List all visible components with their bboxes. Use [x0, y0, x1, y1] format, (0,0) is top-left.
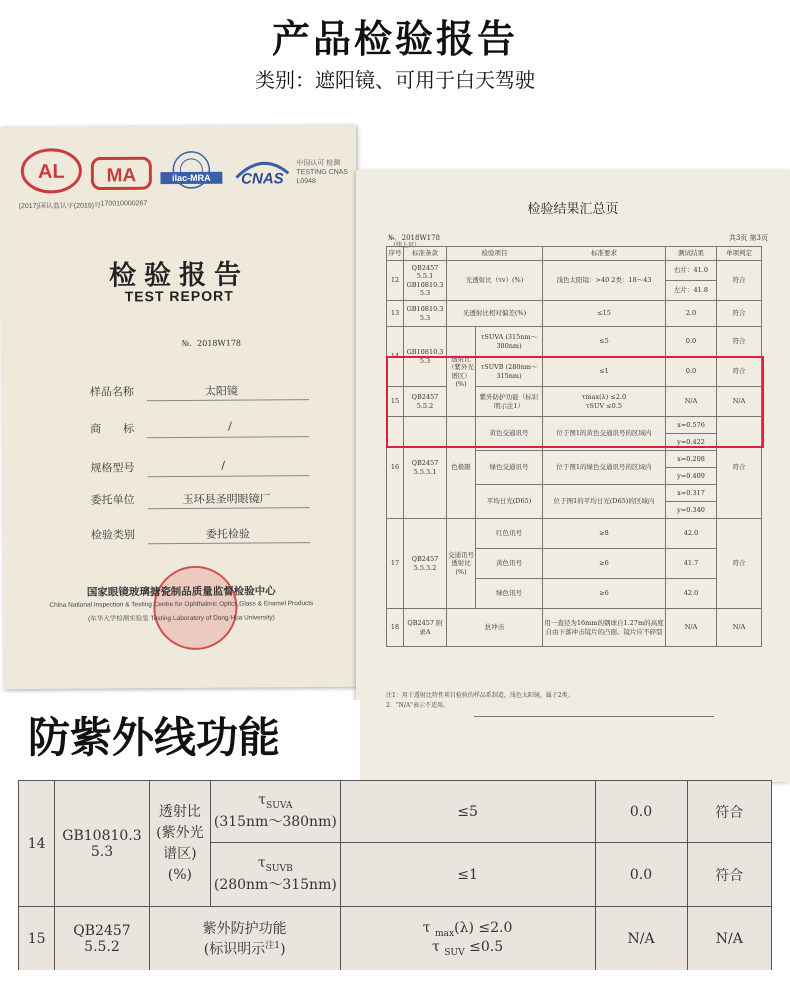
svg-text:CNAS: CNAS: [241, 170, 284, 188]
cell-group: 透射比（紫外光谱区）(%): [447, 327, 476, 417]
field-value: 太阳镜: [204, 384, 238, 398]
cell-clause: QB2457 5.5.3.2: [404, 519, 447, 609]
group-line: (%): [167, 866, 192, 883]
cma-number: 170010000267: [100, 200, 148, 208]
cell-result: 0.0: [666, 357, 717, 387]
field-label: 检验类别: [90, 528, 135, 542]
tau-symbol: τ: [432, 938, 440, 955]
clause-line: 5.3: [90, 843, 114, 860]
cell-clause: [55, 781, 149, 907]
field-value: /: [228, 419, 232, 433]
clause-line: 5.5.2: [84, 938, 120, 955]
report-title-cn: 检验报告: [108, 259, 250, 292]
summary-page: [356, 170, 790, 782]
cnas-accreditation-text: 中国认可 检测 TESTING CNAS L0948: [296, 159, 349, 186]
tau-subscript: max: [434, 928, 455, 939]
cell-no: 14: [387, 327, 404, 387]
cell-result: x=0.317: [666, 485, 717, 502]
cell-no: 14: [19, 781, 55, 907]
tau-symbol: τ: [422, 919, 431, 936]
table-row: [387, 301, 762, 327]
summary-page-info: 共3页 第3页: [728, 234, 768, 242]
table-row: [387, 609, 762, 647]
cell-requirement: 位于图1的黄色交通讯号的区域内: [543, 417, 666, 451]
header-cell: 测试结果: [666, 247, 717, 261]
cell-judgement: N/A: [687, 907, 771, 971]
cell-judgement: 符合: [717, 261, 762, 301]
cell-item: τSUVB (280nm～315nm): [476, 357, 543, 387]
cell-result: 2.0: [666, 301, 717, 327]
cell-item: 红色讯号: [476, 519, 543, 549]
cell-judgement: 符合: [687, 843, 771, 907]
header-cell: 标准要求: [543, 247, 666, 261]
cell-requirement: [340, 907, 595, 971]
cell-result: 0.0: [595, 843, 687, 907]
summary-report-number: №．2018W178: [388, 234, 440, 242]
cell-clause: GB10810.3 5.3: [404, 327, 447, 387]
clause-line: GB10810.3: [62, 827, 142, 844]
cell-no: 17: [387, 519, 404, 609]
cell-result: N/A: [595, 907, 687, 971]
requirement-value: ≤0.5: [464, 938, 504, 955]
field-underline: [148, 542, 310, 544]
cell-item: [211, 843, 341, 907]
cell-result: N/A: [666, 609, 717, 647]
field-value: 委托检验: [205, 527, 250, 541]
field-underline: [148, 507, 310, 509]
cell-judgement: N/A: [717, 387, 762, 417]
cell-result: 0.0: [595, 781, 687, 843]
table-row: [387, 327, 762, 357]
field-underline: [147, 436, 309, 438]
table-row: [387, 261, 762, 281]
field-label: 委托单位: [90, 493, 135, 507]
cell-requirement: 位于图1的绿色交通讯号的区域内: [543, 451, 666, 485]
cell-item: 光透射比（τv）(%): [447, 261, 543, 301]
tau-subscript: SUVA: [266, 800, 293, 811]
footnote-2: 2．"N/A"表示不适用。: [386, 702, 449, 709]
svg-text:MA: MA: [106, 165, 137, 187]
footnote-1: 注1：用于透射比特性项目检验的样品系制造，浅色太阳镜，属于2类。: [386, 692, 574, 699]
page-subtitle: 类别：遮阳镜、可用于白天驾驶: [255, 68, 535, 92]
field-label: 样品名称: [89, 385, 134, 399]
cell-judgement: 符合: [717, 301, 762, 327]
cell-group: [149, 781, 210, 907]
cell-clause: QB2457 5.5.3.1: [404, 417, 447, 519]
cell-item: 绿色讯号: [476, 579, 543, 609]
cell-requirement: 用一直径为16mm的钢球自1.27m的高度自由下落冲击镜片的凸面。镜片应不碎裂: [543, 609, 666, 647]
note-superscript: 注1: [265, 941, 281, 952]
tau-subscript: SUV: [444, 947, 465, 958]
table-header-row: [387, 247, 762, 261]
institution-name-lab: (东华大学检测实验室 Testing Laboratory of Dong Hua University): [88, 614, 275, 623]
cell-item: 平均日光(D65): [476, 485, 543, 519]
cma-logo-icon: [90, 156, 152, 190]
report-title-en: TEST REPORT: [124, 287, 234, 305]
wavelength-range: (315nm～380nm): [213, 813, 337, 830]
cell-requirement: 位于图1的平均日光(D65)的区域内: [543, 485, 666, 519]
cell-result: y=0.340: [666, 502, 717, 519]
test-report-cover: [0, 125, 360, 689]
cal-logo-icon: [20, 147, 82, 195]
cell-result: 左片：41.8: [666, 281, 717, 301]
cell-item: 黄色交通讯号: [476, 417, 543, 451]
institution-name-en: China National Inspection & Testing Centre for Ophthalmic Optics,Glass & Enamel Products: [49, 600, 314, 609]
continued-label: （续上页）: [390, 242, 421, 249]
header-cell: 标准条款: [404, 247, 447, 261]
cell-clause: GB10810.3 5.3: [404, 301, 447, 327]
cell-requirement: 浅色太阳镜：>40 2类：18～43: [543, 261, 666, 301]
uv-detail-table: [18, 780, 772, 970]
cell-result: y=0.409: [666, 468, 717, 485]
cell-item: τSUVA (315nm～380nm): [476, 327, 543, 357]
group-line: 谱区): [163, 845, 197, 862]
tau-subscript: SUVB: [265, 863, 293, 874]
cell-requirement: ≤5: [543, 327, 666, 357]
cell-group: 色极限: [447, 417, 476, 519]
cell-clause: QB2457 附录A: [404, 609, 447, 647]
cell-item: 黄色讯号: [476, 549, 543, 579]
institution-name-cn: 国家眼镜玻璃搪瓷制品质量监督检验中心: [86, 585, 276, 599]
clause-line: QB2457: [73, 922, 131, 939]
cell-result: x=0.208: [666, 451, 717, 468]
field-underline: [147, 399, 309, 401]
summary-title: 检验结果汇总页: [527, 202, 619, 217]
cell-no: 15: [387, 387, 404, 417]
cell-no: 16: [387, 417, 404, 519]
cell-no: 15: [19, 907, 55, 971]
cell-group: 交通讯号透射比(%): [447, 519, 476, 609]
cell-requirement: ≤5: [340, 781, 595, 843]
cell-requirement: ≤15: [543, 301, 666, 327]
cell-item: 光透射比相对偏差(%): [447, 301, 543, 327]
cell-no: 13: [387, 301, 404, 327]
cell-result: 右片：41.0: [666, 261, 717, 281]
cell-judgement: 符合: [687, 781, 771, 843]
wavelength-range: (280nm～315nm): [213, 876, 337, 893]
item-line: (标识明示: [203, 941, 266, 958]
ilac-mra-logo-icon: [160, 150, 222, 194]
table-row: [387, 519, 762, 549]
cell-result: 41.7: [666, 549, 717, 579]
cnas-logo-icon: [230, 155, 294, 189]
requirement-line: τmax(λ) ≤2.0: [581, 393, 627, 402]
svg-text:AL: AL: [37, 160, 65, 183]
page-title: 产品检验报告: [271, 17, 518, 61]
cell-requirement: ≤1: [543, 357, 666, 387]
cell-clause: [55, 907, 149, 971]
cell-requirement: ≥6: [543, 549, 666, 579]
cell-result: x=0.576: [666, 417, 717, 434]
field-value: /: [221, 458, 226, 472]
field-underline: [147, 475, 309, 477]
cell-item: 抗冲击: [447, 609, 543, 647]
svg-text:ilac-MRA: ilac-MRA: [172, 172, 211, 184]
cell-result: 42.0: [666, 579, 717, 609]
field-label: 商 标: [90, 422, 135, 436]
header-cell: 单项判定: [717, 247, 762, 261]
cell-judgement: 符合: [717, 519, 762, 609]
field-label: 规格型号: [90, 461, 135, 475]
group-line: (紫外光: [156, 824, 204, 841]
cell-judgement: 符合: [717, 327, 762, 357]
table-row: [19, 907, 772, 971]
cell-clause: QB2457 5.5.1 GB10810.3 5.3: [404, 261, 447, 301]
group-line: 透射比: [158, 803, 201, 820]
requirement-line: τSUV ≤0.5: [585, 401, 623, 410]
field-value: 玉环县圣明眼镜厂: [182, 492, 271, 506]
cell-judgement: 符合: [717, 357, 762, 387]
cell-requirement: ≤1: [340, 843, 595, 907]
header-cell: 检验项目: [447, 247, 543, 261]
cell-item: [211, 781, 341, 843]
cell-result: y=0.422: [666, 434, 717, 451]
report-number: №．2018W178: [181, 338, 242, 348]
uv-section-title: 防紫外线功能: [0, 700, 360, 780]
cell-result: 42.0: [666, 519, 717, 549]
close-paren: ): [280, 941, 286, 958]
tau-symbol: τ: [257, 855, 266, 872]
cell-no: 12: [387, 261, 404, 301]
signature-line: [474, 716, 714, 717]
table-row: [19, 781, 772, 843]
zoomed-uv-table: [18, 780, 772, 970]
cell-item: 紫外防护功能（标识明示注1）: [476, 387, 543, 417]
cell-requirement: ≥6: [543, 579, 666, 609]
cell-result: N/A: [666, 387, 717, 417]
item-line: 紫外防护功能: [202, 921, 287, 938]
cell-requirement: ≥8: [543, 519, 666, 549]
highlight-box: [386, 356, 764, 448]
cal-number: (2017)国认监认字(2019)号: [18, 202, 102, 211]
requirement-value: (λ) ≤2.0: [454, 919, 513, 936]
cell-clause: QB2457 5.5.2: [404, 387, 447, 417]
cell-item: 绿色交通讯号: [476, 451, 543, 485]
cell-judgement: N/A: [717, 609, 762, 647]
cell-result: 0.0: [666, 327, 717, 357]
cell-no: 18: [387, 609, 404, 647]
cell-judgement: 符合: [717, 417, 762, 519]
cell-item: [149, 907, 340, 971]
header-cell: 序号: [387, 247, 404, 261]
tau-symbol: τ: [258, 792, 266, 809]
